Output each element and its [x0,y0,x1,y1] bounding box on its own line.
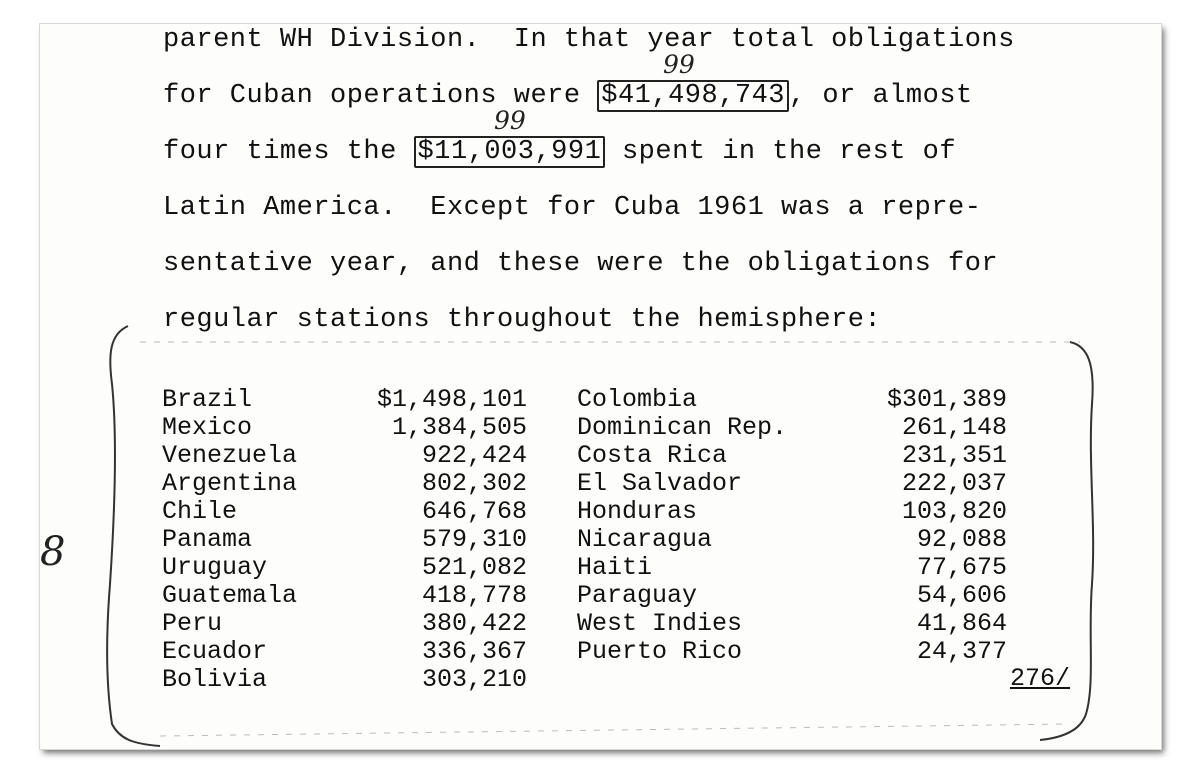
paragraph-line-4: Latin America. Except for Cuba 1961 was a repre- [163,193,982,223]
obligation-amount: 303,210 [421,665,527,694]
country-name: Guatemala [162,581,298,610]
obligation-amount: 579,310 [421,525,527,554]
country-name: Bolivia [162,665,268,694]
obligation-amount: 1,384,505 [391,413,527,442]
paragraph-line-5: sentative year, and these were the obligations for [163,249,999,279]
obligation-amount: 41,864 [916,609,1007,638]
country-name: Uruguay [162,553,268,582]
handwritten-note-99-bottom: 99 [494,106,526,135]
country-name: Chile [162,497,238,526]
obligation-amount: 103,820 [901,497,1007,526]
cuba-total-amount: $41,498,743 [597,80,789,112]
line-3-text-b: spent in the rest of [605,137,957,167]
country-name: Peru [162,609,223,638]
obligation-amount: 77,675 [916,553,1007,582]
obligation-amount: 222,037 [901,469,1007,498]
country-name: Dominican Rep. [577,413,788,442]
obligation-amount: $301,389 [886,385,1007,414]
obligation-amount: 92,088 [916,525,1007,554]
paragraph-line-1: parent WH Division. In that year total obligations [163,25,1015,55]
country-name: Brazil [162,385,253,414]
line-2-text-b: , or almost [789,81,973,111]
country-name: Puerto Rico [577,637,743,666]
country-name: Panama [162,525,253,554]
obligation-amount: 380,422 [421,609,527,638]
footnote-reference: 276/ [1010,664,1071,693]
paragraph-line-6: regular stations throughout the hemisphere: [163,305,882,335]
country-name: Venezuela [162,441,298,470]
country-name: Colombia [577,385,698,414]
obligation-amount: $1,498,101 [376,385,527,414]
obligation-amount: 54,606 [916,581,1007,610]
obligation-amount: 922,424 [421,441,527,470]
document-page [40,24,1161,749]
margin-handwritten-mark: 8 [40,529,66,575]
obligation-amount: 646,768 [421,497,527,526]
rest-latin-america-amount: $11,003,991 [414,136,606,168]
country-name: Ecuador [162,637,268,666]
country-name: El Salvador [577,469,743,498]
country-name: West Indies [577,609,743,638]
country-name: Mexico [162,413,253,442]
country-name: Costa Rica [577,441,728,470]
obligation-amount: 24,377 [916,637,1007,666]
line-2-text-a: for Cuban operations were [163,81,598,111]
country-name: Nicaragua [577,525,713,554]
obligation-amount: 261,148 [901,413,1007,442]
country-name: Honduras [577,497,698,526]
obligation-amount: 521,082 [421,553,527,582]
obligation-amount: 802,302 [421,469,527,498]
obligation-amount: 231,351 [901,441,1007,470]
country-name: Argentina [162,469,298,498]
line-3-text-a: four times the [163,137,414,167]
country-name: Paraguay [577,581,698,610]
obligation-amount: 336,367 [421,637,527,666]
country-name: Haiti [577,553,653,582]
handwritten-note-99-top: 99 [663,50,695,79]
obligation-amount: 418,778 [421,581,527,610]
